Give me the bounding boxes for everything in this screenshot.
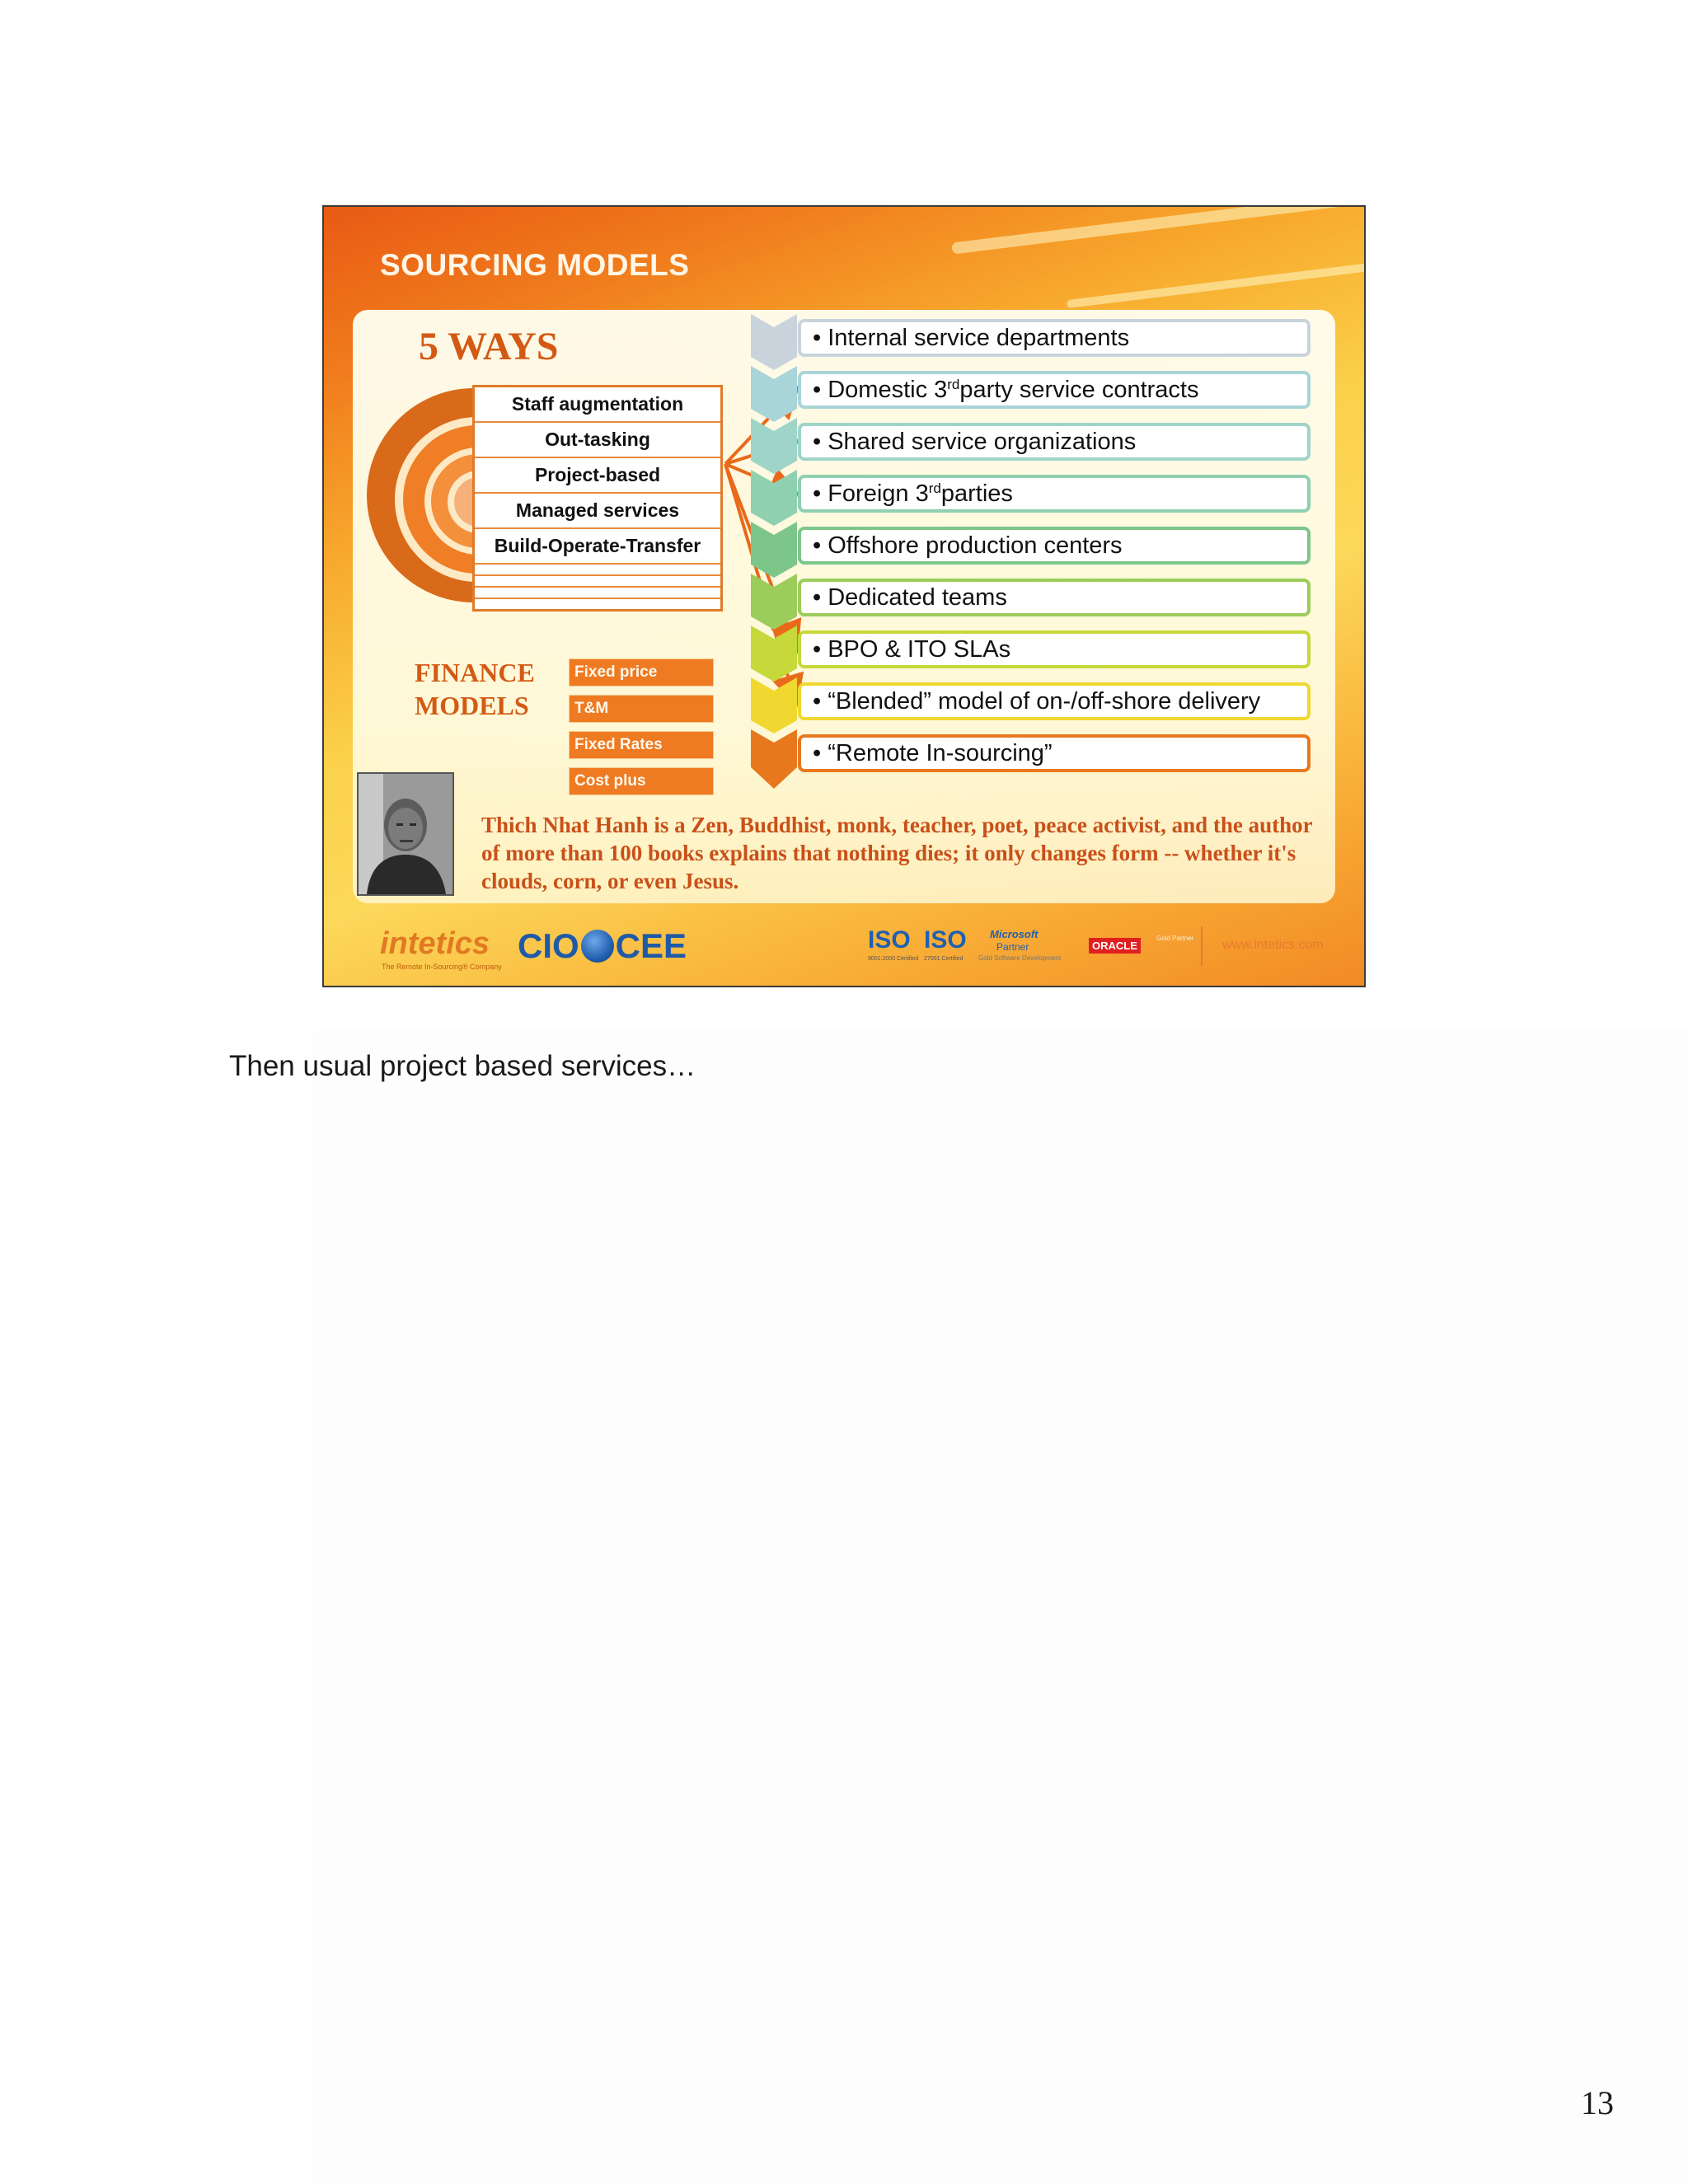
footer-divider	[1201, 926, 1203, 966]
chevron-shape	[751, 626, 797, 682]
chevron-shape	[751, 418, 797, 474]
website-url: www.intetics.com	[1222, 938, 1324, 952]
chevron-shape	[751, 729, 797, 789]
way-item: Project-based	[475, 458, 720, 494]
finance-model: Fixed price	[569, 658, 714, 687]
way-item: Out-tasking	[475, 423, 720, 458]
sourcing-list-item: • Shared service organizations	[798, 423, 1311, 461]
intetics-tagline: The Remote In-Sourcing® Company	[382, 963, 502, 971]
iso-9001-logo: ISO	[868, 926, 911, 954]
sourcing-list-item: • Dedicated teams	[798, 579, 1311, 616]
way-item: Managed services	[475, 494, 720, 529]
oracle-caption: Gold Partner	[1156, 935, 1194, 942]
slide	[322, 205, 1366, 987]
finance-model: T&M	[569, 695, 714, 723]
globe-icon	[581, 930, 614, 963]
iso-27001-logo: ISO	[924, 926, 967, 954]
cee-text: CEE	[615, 926, 687, 965]
finance-title-line: FINANCE	[415, 658, 535, 687]
cio-text: CIO	[518, 926, 579, 965]
sourcing-list-item: • “Blended” model of on-/off-shore delivery	[798, 682, 1311, 720]
sourcing-list-item: • “Remote In-sourcing”	[798, 734, 1311, 772]
way-item: Staff augmentation	[475, 387, 720, 423]
chevron-shape	[751, 522, 797, 578]
chevron-shape	[751, 470, 797, 526]
portrait-image	[359, 774, 452, 894]
iso-9001-caption: 9001:2000 Certified	[868, 956, 919, 962]
sourcing-list-item: • Domestic 3 $^{rd}$ party service contracts	[798, 371, 1311, 409]
chevron-shape	[751, 314, 797, 370]
sourcing-list-item: • Foreign 3 $^{rd}$ parties	[798, 475, 1311, 513]
ways-title: 5 WAYS	[419, 325, 559, 368]
finance-model: Cost plus	[569, 767, 714, 795]
intetics-logo: intetics	[380, 926, 490, 961]
slide-footer	[324, 912, 1364, 986]
microsoft-partner-text: Partner	[996, 941, 1029, 953]
sourcing-list-item: • Offshore production centers	[798, 527, 1311, 565]
portrait-photo	[357, 772, 454, 896]
chevron-shape	[751, 677, 797, 733]
microsoft-logo: Microsoft	[990, 928, 1039, 940]
sourcing-list-item: • Internal service departments	[798, 319, 1311, 357]
way-item: Build-Operate-Transfer	[475, 529, 720, 565]
oracle-logo: ORACLE	[1089, 938, 1141, 954]
microsoft-partner-caption: Gold Software Development	[978, 954, 1062, 962]
cio-cee-logo	[518, 926, 687, 966]
page-background	[313, 1030, 1688, 2184]
finance-model: Fixed Rates	[569, 731, 714, 759]
page-caption: Then usual project based services…	[229, 1050, 696, 1082]
chevron-shape	[751, 366, 797, 422]
finance-title	[415, 656, 535, 722]
quote-text: Thich Nhat Hanh is a Zen, Buddhist, monk, teacher, poet, peace activist, and the author of more than 100 books explains that nothing dies; it only changes form -- whether it's clouds, corn, or even Jesus.	[481, 813, 1313, 893]
finance-title-line: MODELS	[415, 691, 529, 720]
iso-27001-caption: 27001 Certified	[924, 956, 964, 962]
sourcing-list-item: • BPO & ITO SLAs	[798, 630, 1311, 668]
page-number: 13	[1581, 2084, 1614, 2121]
chevron-shape	[751, 574, 797, 630]
chevron-column	[751, 314, 799, 858]
slide-title: SOURCING MODELS	[380, 248, 690, 282]
